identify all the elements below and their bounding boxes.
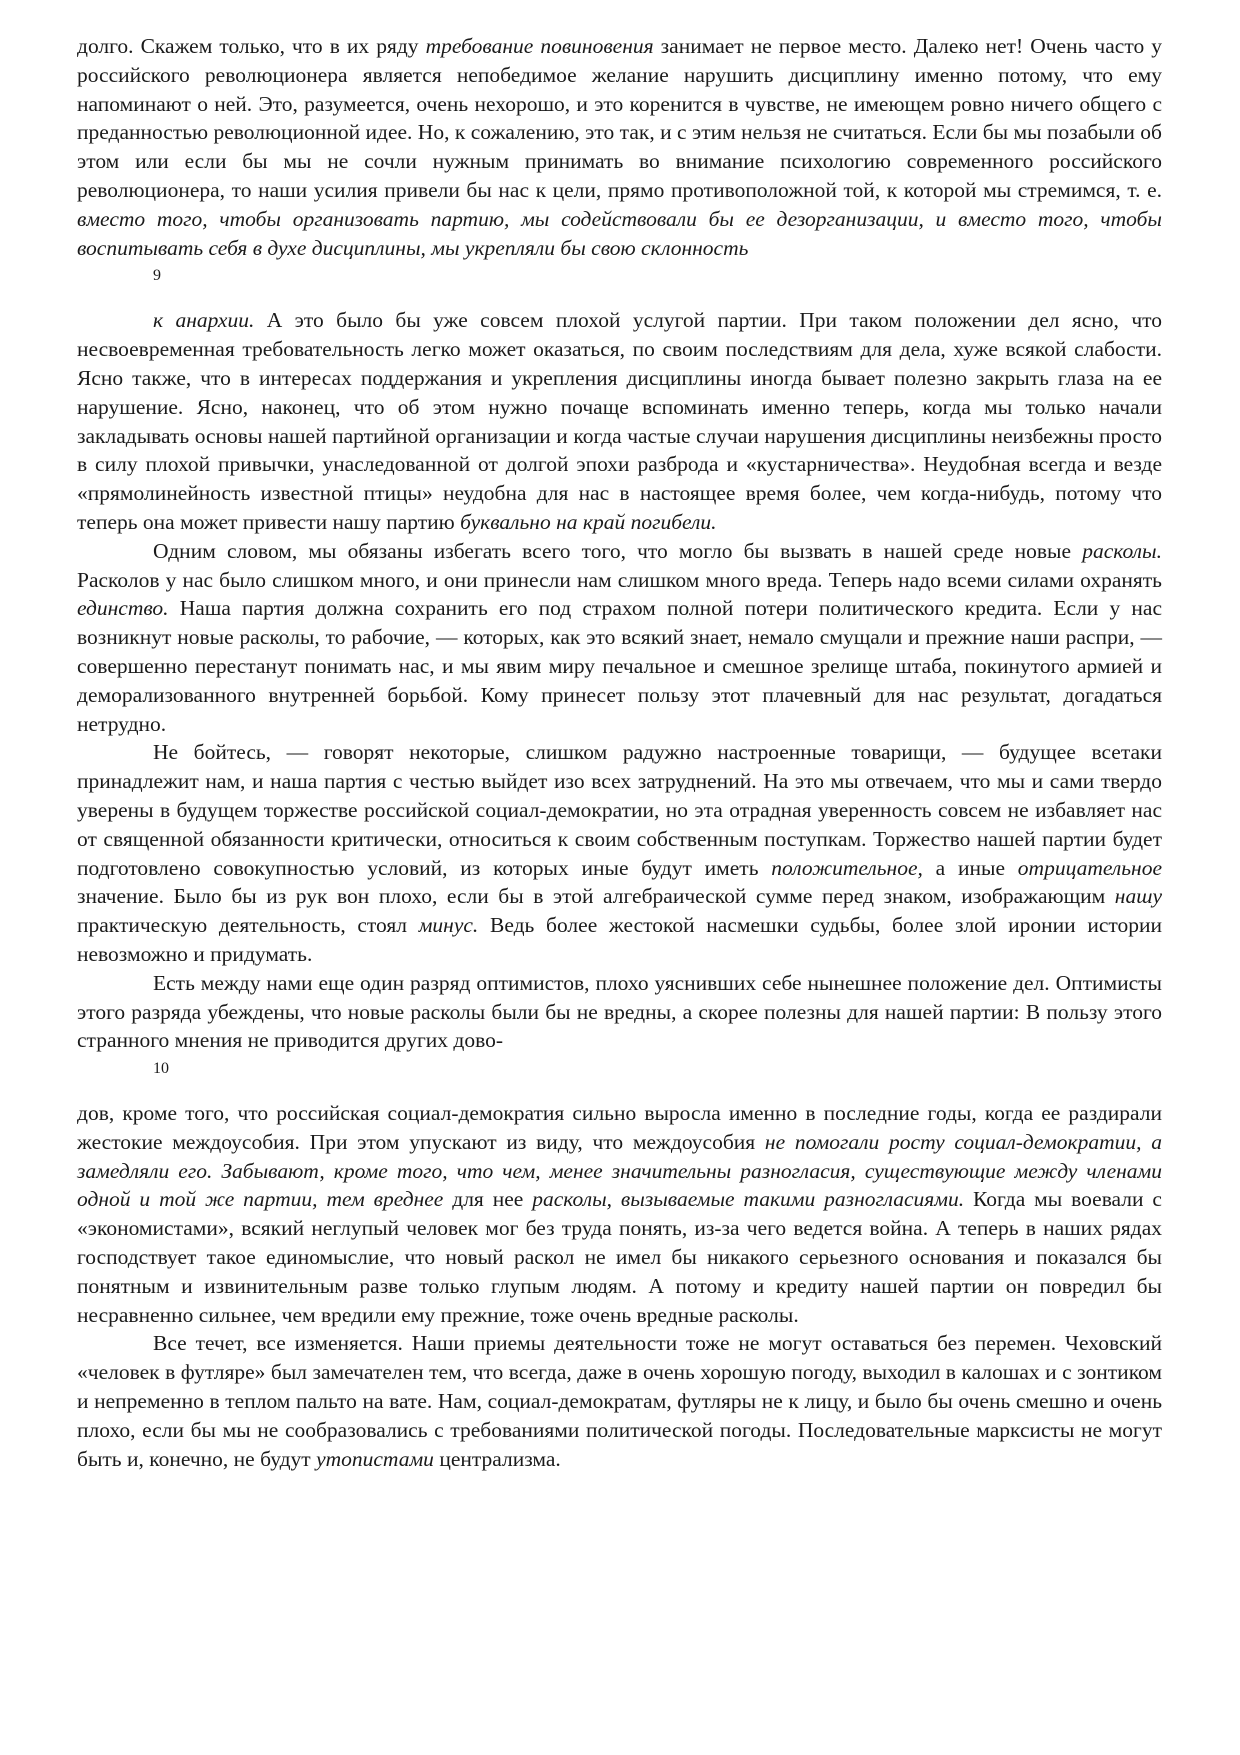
text-run: Ведь более жестокой насмешки судьбы, более злой иронии истории невозможно и придумать.	[77, 913, 1162, 966]
page-number-10: 10	[153, 1060, 169, 1078]
paragraph-3	[77, 537, 1162, 739]
document-page	[77, 32, 1162, 1473]
italic-run: положительное,	[771, 855, 923, 880]
page-number-9: 9	[153, 267, 161, 285]
text-run: Наша партия должна сохранить его под страхом полной потери политического кредита. Если у нас возникнут новые расколы, то рабочие, — которых, как это всякий знает, немало смущали и прежние наши распри, — совершенно перестанут понимать нас, и мы явим миру печальное и смешное зрелище штаба, покинутого армией и деморализованного внутренней борьбой. Кому принесет пользу этот плачевный для нас результат, догадаться нетрудно.	[77, 596, 1162, 736]
paragraph-5	[77, 969, 1162, 1055]
text-run: централизма.	[433, 1446, 561, 1471]
text-run: занимает не первое место. Далеко нет! Очень часто у российского революционера является непобедимое желание нарушить дисциплину именно потому, что ему напоминают о ней. Это, разумеется, очень нехорошо, и это коренится в чувстве, не имеющем ровно ничего общего с преданностью революционной идее. Но, к сожалению, это так, и с этим нельзя не считаться. Если бы мы позабыли об этом или если бы мы не сочли нужным принимать во внимание психологию современного российского революционера, то наши усилия привели бы нас к цели, прямо противоположной той, к которой мы стремимся, т. е.	[77, 34, 1162, 202]
italic-run: утопистами	[316, 1446, 434, 1471]
text-run: для нее	[443, 1187, 533, 1212]
italic-run: отрицательное	[1017, 855, 1162, 880]
page-break-gap	[77, 292, 1162, 306]
text-run: Когда мы воевали с «экономистами», всякий неглупый человек мог без труда понять, из-за чего ведется война. А теперь в наших рядах господствует такое единомыслие, что новый раскол не имел бы никакого серьезного основания и показался бы понятным и извинительным разве только глупым людям. А потому и кредиту нашей партии он повредил бы несравненно сильнее, чем вредили ему прежние, тоже очень вредные расколы.	[77, 1187, 1162, 1327]
text-run: Все течет, все изменяется. Наши приемы деятельности тоже не могут оставаться без перемен. Чеховский «человек в футляре» был замечателен тем, что всегда, даже в очень хорошую погоду, выходил в калошах и с зонтиком и непременно в теплом пальто на вате. Нам, социал-демократам, футляры не к лицу, и было бы очень смешно и очень плохо, если бы мы не сообразовались с требованиями политической погоды. Последовательные марксисты не могут быть и, конечно, не будут	[77, 1331, 1162, 1471]
italic-run: расколы.	[1082, 538, 1162, 563]
paragraph-7	[77, 1329, 1162, 1473]
italic-run: не помогали росту социал-демократии, а замедляли его. Забывают, кроме того, что чем, менее значительны разногласия, существующие между членами одной и той же партии, тем вреднее	[77, 1129, 1162, 1212]
text-run: Не бойтесь, — говорят некоторые, слишком радужно настроенные товарищи, — будущее всетаки принадлежит нам, и наша партия с честью выйдет изо всех затруднений. На это мы отвечаем, что мы и сами твердо уверены в будущем торжестве российской социал-демократии, но эта отрадная уверенность совсем не избавляет нас от священной обязанности критически, относиться к своим собственным поступкам. Торжество нашей партии будет подготовлено совокупностью условий, из которых иные будут иметь	[77, 740, 1162, 880]
italic-run: буквально на край погибели.	[460, 509, 717, 534]
paragraph-6	[77, 1099, 1162, 1329]
text-run: Одним словом, мы обязаны избегать всего того, что могло бы вызвать в нашей среде новые	[153, 538, 1083, 563]
italic-run: нашу	[1114, 884, 1162, 909]
text-run: значение. Было бы из рук вон плохо, если бы в этой алгебраической сумме перед знаком, изображающим	[77, 884, 1115, 909]
italic-run: единство.	[77, 596, 169, 621]
paragraph-4	[77, 738, 1162, 968]
text-run: долго. Скажем только, что в их ряду	[77, 34, 426, 58]
italic-run: минус.	[418, 913, 479, 938]
page-break-gap	[77, 1085, 1162, 1099]
text-run: а иные	[922, 855, 1018, 880]
text-run: Расколов у нас было слишком много, и они принесли нам слишком много вреда. Теперь надо всеми силами охранять	[77, 567, 1162, 592]
italic-run: вместо того, чтобы организовать партию, мы содействовали бы ее дезорганизации, и вместо того, чтобы воспитывать себя в духе дисциплины, мы укрепляли бы свою склонность	[77, 206, 1162, 260]
italic-run: требование повиновения	[425, 34, 654, 58]
italic-run: к анархии.	[153, 308, 255, 333]
text-run: Есть между нами еще один разряд оптимистов, плохо уяснивших себе нынешнее положение дел. Оптимисты этого разряда убеждены, что новые расколы были бы не вредны, а скорее полезны для нашей партии: В пользу этого странного мнения не приводится других дово-	[77, 970, 1162, 1053]
text-run: дов, кроме того, что российская социал-демократия сильно выросла именно в последние годы, когда ее раздирали жестокие междоусобия. При этом упускают из виду, что междоусобия	[77, 1101, 1162, 1154]
text-run: практическую деятельность, стоял	[77, 913, 419, 938]
paragraph-1	[77, 32, 1162, 262]
italic-run: расколы, вызываемые такими разногласиями.	[532, 1187, 965, 1212]
paragraph-2	[77, 306, 1162, 536]
text-run: А это было бы уже совсем плохой услугой партии. При таком положении дел ясно, что несвоевременная требовательность легко может оказаться, по своим последствиям для дела, хуже всякой слабости. Ясно также, что в интересах поддержания и укрепления дисциплины иногда бывает полезно закрыть глаза на ее нарушение. Ясно, наконец, что об этом нужно почаще вспоминать именно теперь, когда мы только начали закладывать основы нашей партийной организации и когда частые случаи нарушения дисциплины неизбежны просто в силу плохой привычки, унаследованной от долгой эпохи разброда и «кустарничества». Неудобная всегда и везде «прямолинейность известной птицы» неудобна для нас в настоящее время более, чем когда-нибудь, потому что теперь она может привести нашу партию	[77, 308, 1162, 534]
